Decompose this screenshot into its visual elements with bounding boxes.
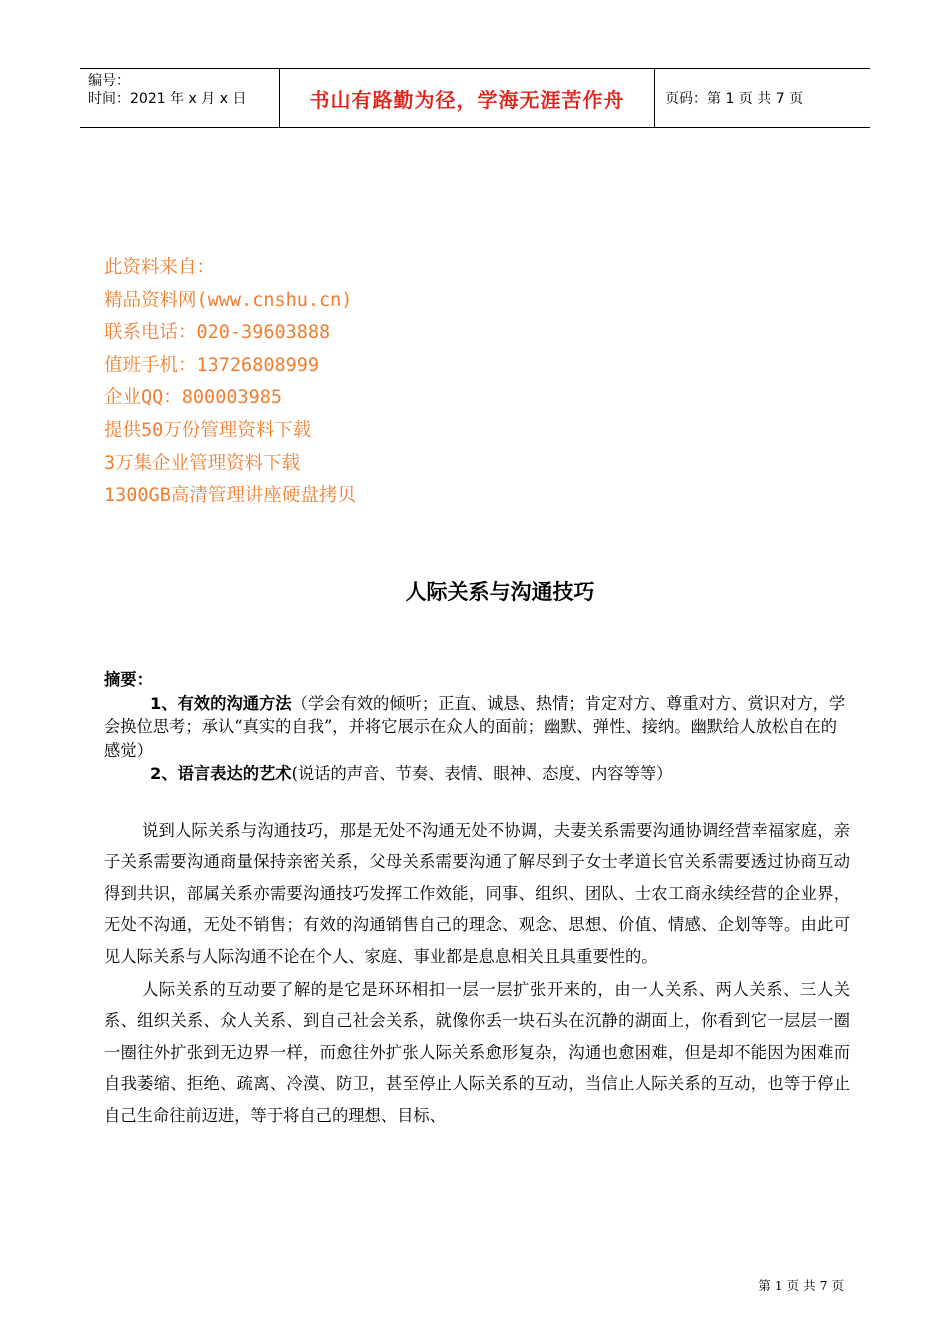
source-line: 值班手机：13726808999 — [104, 354, 320, 376]
abstract-item-1-text: （学会有效的倾听；正直、诚恳、热情；肯定对方、尊重对方、赏识对方，学会换位思考；承认“真实的自我”，并将它展示在众人的面前；幽默、弹性、接纳。幽默给人放松自在的感觉） — [104, 693, 846, 760]
header-meta — [80, 69, 280, 127]
abstract-item-2-heading: 2、语言表达的艺术 — [150, 764, 292, 783]
time-label: 时间：2021 年 x 月 x 日 — [88, 91, 247, 107]
abstract-label: 摘要： — [104, 670, 153, 689]
page-footer: 第 1 页 共 7 页 — [758, 1278, 844, 1293]
source-info — [104, 252, 356, 513]
abstract-item-1-heading: 1、有效的沟通方法 — [150, 693, 292, 713]
source-line: 提供50万份管理资料下载 — [104, 419, 312, 441]
abstract-item-2-text: (说话的声音、节奏、表情、眼神、态度、内容等等） — [291, 764, 673, 783]
source-line: 企业QQ：800003985 — [104, 387, 283, 409]
source-line: 3万集企业管理资料下载 — [104, 452, 301, 474]
source-line: 1300GB高清管理讲座硬盘拷贝 — [104, 485, 356, 507]
document-title: 人际关系与沟通技巧 — [405, 580, 595, 604]
abstract — [104, 668, 850, 786]
abstract-item-1 — [104, 692, 850, 763]
source-line: 此资料来自： — [104, 257, 216, 278]
paragraph: 说到人际关系与沟通技巧，那是无处不沟通无处不协调，夫妻关系需要沟通协调经营幸福家庭，亲子关系需要沟通商量保持亲密关系，父母关系需要沟通了解尽到子女士孝道长官关系需要透过协商互动得到共识，部属关系亦需要沟通技巧发挥工作效能，同事、组织、团队、士农工商永续经营的企业界，无处不沟通，无处不销售；有效的沟通销售自己的理念、观念、思想、价值、情感、企划等等。由此可见人际关系与人际沟通不论在个人、家庭、事业都是息息相关且具重要性的。 — [104, 821, 850, 966]
page-info: 页码：第 1 页 共 7 页 — [665, 91, 804, 107]
header-table — [80, 68, 870, 128]
body-text — [104, 815, 850, 1133]
paragraph: 人际关系的互动要了解的是它是环环相扣一层一层扩张开来的，由一人关系、两人关系、三人关系、组织关系、众人关系、到自己社会关系，就像你丢一块石头在沉静的湖面上，你看到它一层层一圈一圈往外扩张到无边界一样，而愈往外扩张人际关系愈形复杂，沟通也愈困难，但是却不能因为困难而自我萎缩、拒绝、疏离、冷漠、防卫，甚至停止人际关系的互动，当信止人际关系的互动，也等于停止自己生命往前迈进，等于将自己的理想、目标、 — [104, 980, 850, 1125]
source-line: 精品资料网(www.cnshu.cn) — [104, 289, 353, 311]
source-line: 联系电话：020-39603888 — [104, 322, 331, 344]
motto: 书山有路勤为径，学海无涯苦作舟 — [280, 69, 655, 127]
number-label: 编号： — [88, 73, 130, 89]
abstract-item-2 — [104, 762, 850, 786]
